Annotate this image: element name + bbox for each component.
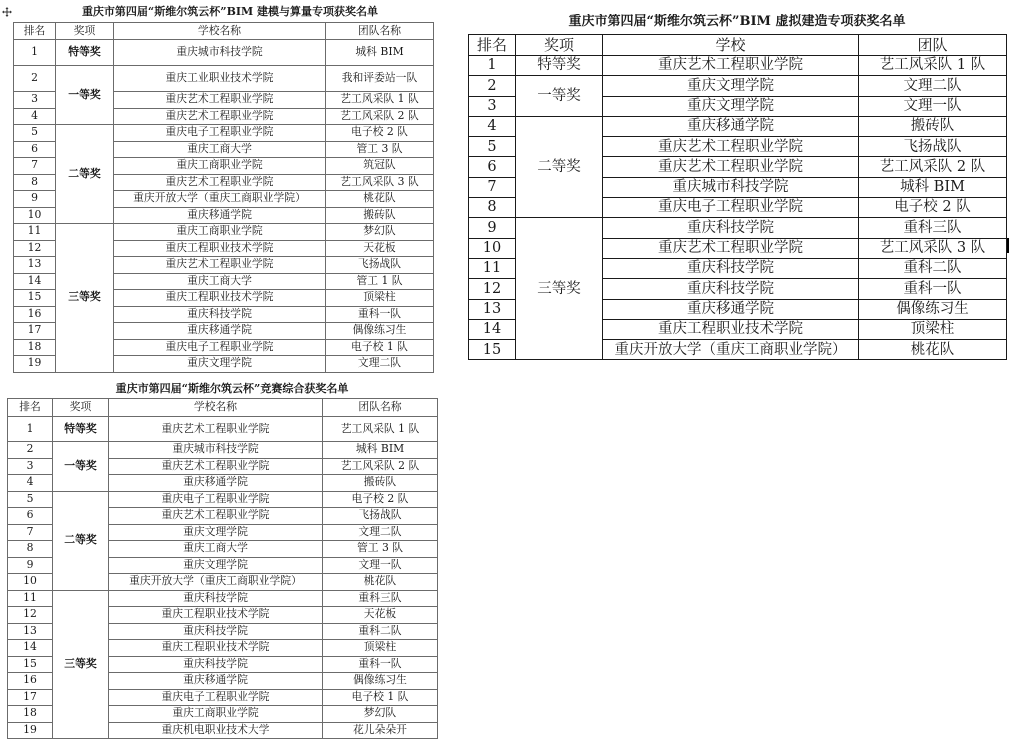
rank-cell: 13 bbox=[469, 299, 516, 319]
text-cursor bbox=[1007, 238, 1009, 253]
table-row bbox=[8, 442, 438, 459]
team-cell: 电子校 2 队 bbox=[859, 198, 1007, 218]
school-cell: 重庆机电职业技术大学 bbox=[109, 722, 323, 739]
team-cell: 城科 BIM bbox=[323, 442, 438, 459]
rank-cell: 19 bbox=[8, 722, 53, 739]
rank-cell: 8 bbox=[469, 198, 516, 218]
school-cell: 重庆移通学院 bbox=[109, 475, 323, 492]
school-cell: 重庆科技学院 bbox=[603, 279, 859, 299]
team-cell: 艺工风采队 2 队 bbox=[326, 108, 434, 125]
award-cell: 特等奖 bbox=[56, 40, 114, 66]
school-cell: 重庆文理学院 bbox=[114, 356, 326, 373]
team-cell: 电子校 1 队 bbox=[326, 339, 434, 356]
rank-cell: 4 bbox=[469, 116, 516, 136]
rank-cell: 7 bbox=[8, 524, 53, 541]
team-cell: 城科 BIM bbox=[859, 177, 1007, 197]
team-cell: 顶梁柱 bbox=[323, 640, 438, 657]
team-cell: 桃花队 bbox=[323, 574, 438, 591]
school-cell: 重庆开放大学（重庆工商职业学院） bbox=[114, 191, 326, 208]
rank-cell: 10 bbox=[469, 238, 516, 258]
table-header bbox=[469, 35, 1007, 56]
rank-cell: 2 bbox=[8, 442, 53, 459]
school-cell: 重庆科技学院 bbox=[109, 590, 323, 607]
rank-cell: 14 bbox=[8, 640, 53, 657]
rank-cell: 14 bbox=[14, 273, 56, 290]
rank-cell: 7 bbox=[469, 177, 516, 197]
header-row bbox=[14, 23, 434, 40]
team-cell: 管工 1 队 bbox=[326, 273, 434, 290]
school-cell: 重庆移通学院 bbox=[603, 116, 859, 136]
school-cell: 重庆文理学院 bbox=[603, 76, 859, 96]
table-row bbox=[14, 125, 434, 142]
team-cell: 艺工风采队 3 队 bbox=[859, 238, 1007, 258]
rank-cell: 14 bbox=[469, 319, 516, 339]
team-cell: 艺工风采队 1 队 bbox=[326, 92, 434, 109]
team-cell: 重科一队 bbox=[859, 279, 1007, 299]
table-row bbox=[469, 76, 1007, 96]
school-cell: 重庆科技学院 bbox=[109, 623, 323, 640]
team-cell: 偶像练习生 bbox=[326, 323, 434, 340]
rank-cell: 6 bbox=[14, 141, 56, 158]
team-cell: 文理一队 bbox=[859, 96, 1007, 116]
rank-cell: 3 bbox=[8, 458, 53, 475]
rank-cell: 5 bbox=[469, 137, 516, 157]
school-cell: 重庆工业职业技术学院 bbox=[114, 66, 326, 92]
team-cell: 管工 3 队 bbox=[326, 141, 434, 158]
team-cell: 重科一队 bbox=[323, 656, 438, 673]
rank-cell: 3 bbox=[469, 96, 516, 116]
rank-cell: 13 bbox=[8, 623, 53, 640]
rank-cell: 18 bbox=[8, 706, 53, 723]
school-cell: 重庆工商大学 bbox=[109, 541, 323, 558]
rank-cell: 5 bbox=[8, 491, 53, 508]
team-cell: 桃花队 bbox=[859, 340, 1007, 360]
team-cell: 文理二队 bbox=[326, 356, 434, 373]
school-cell: 重庆工商职业学院 bbox=[114, 158, 326, 175]
table-row bbox=[469, 56, 1007, 76]
rank-cell: 6 bbox=[469, 157, 516, 177]
team-cell: 顶梁柱 bbox=[326, 290, 434, 307]
team-cell: 艺工风采队 3 队 bbox=[326, 174, 434, 191]
rank-cell: 4 bbox=[8, 475, 53, 492]
team-cell: 重科二队 bbox=[323, 623, 438, 640]
rank-cell: 15 bbox=[14, 290, 56, 307]
header-row bbox=[469, 35, 1007, 56]
school-cell: 重庆移通学院 bbox=[109, 673, 323, 690]
rank-cell: 10 bbox=[8, 574, 53, 591]
header-school: 学校 bbox=[603, 35, 859, 56]
school-cell: 重庆工商职业学院 bbox=[114, 224, 326, 241]
school-cell: 重庆工程职业技术学院 bbox=[114, 290, 326, 307]
rank-cell: 11 bbox=[8, 590, 53, 607]
team-cell: 电子校 2 队 bbox=[323, 491, 438, 508]
header-award: 奖项 bbox=[516, 35, 603, 56]
rank-cell: 12 bbox=[14, 240, 56, 257]
school-cell: 重庆艺术工程职业学院 bbox=[114, 108, 326, 125]
school-cell: 重庆移通学院 bbox=[114, 207, 326, 224]
rank-cell: 15 bbox=[8, 656, 53, 673]
header-team: 团队 bbox=[859, 35, 1007, 56]
award-cell: 三等奖 bbox=[53, 590, 109, 739]
team-cell: 飞扬战队 bbox=[323, 508, 438, 525]
school-cell: 重庆艺术工程职业学院 bbox=[109, 417, 323, 442]
school-cell: 重庆科技学院 bbox=[109, 656, 323, 673]
rank-cell: 15 bbox=[469, 340, 516, 360]
school-cell: 重庆文理学院 bbox=[603, 96, 859, 116]
table-row bbox=[8, 590, 438, 607]
award-cell: 三等奖 bbox=[516, 218, 603, 360]
rank-cell: 11 bbox=[469, 258, 516, 278]
school-cell: 重庆艺术工程职业学院 bbox=[114, 174, 326, 191]
team-cell: 飞扬战队 bbox=[326, 257, 434, 274]
award-cell: 一等奖 bbox=[53, 442, 109, 492]
rank-cell: 4 bbox=[14, 108, 56, 125]
school-cell: 重庆科技学院 bbox=[114, 306, 326, 323]
rank-cell: 3 bbox=[14, 92, 56, 109]
team-cell: 电子校 2 队 bbox=[326, 125, 434, 142]
team-cell: 顶梁柱 bbox=[859, 319, 1007, 339]
team-cell: 我和评委站一队 bbox=[326, 66, 434, 92]
rank-cell: 12 bbox=[8, 607, 53, 624]
school-cell: 重庆艺术工程职业学院 bbox=[114, 92, 326, 109]
rank-cell: 1 bbox=[8, 417, 53, 442]
team-cell: 搬砖队 bbox=[323, 475, 438, 492]
team-cell: 重科三队 bbox=[859, 218, 1007, 238]
award-cell: 一等奖 bbox=[56, 66, 114, 125]
table-row bbox=[469, 218, 1007, 238]
team-cell: 梦幻队 bbox=[326, 224, 434, 241]
header-team: 团队名称 bbox=[326, 23, 434, 40]
bim-modeling-title: 重庆市第四届“斯维尔筑云杯”BIM 建模与算量专项获奖名单 bbox=[81, 5, 379, 18]
team-cell: 梦幻队 bbox=[323, 706, 438, 723]
rank-cell: 1 bbox=[469, 56, 516, 76]
school-cell: 重庆移通学院 bbox=[114, 323, 326, 340]
header-rank: 排名 bbox=[469, 35, 516, 56]
header-rank: 排名 bbox=[14, 23, 56, 40]
rank-cell: 13 bbox=[14, 257, 56, 274]
move-arrows-graphic bbox=[2, 7, 12, 17]
table-row bbox=[8, 417, 438, 442]
school-cell: 重庆城市科技学院 bbox=[109, 442, 323, 459]
award-cell: 特等奖 bbox=[516, 56, 603, 76]
team-cell: 天花板 bbox=[326, 240, 434, 257]
team-cell: 筑冠队 bbox=[326, 158, 434, 175]
rank-cell: 8 bbox=[14, 174, 56, 191]
rank-cell: 9 bbox=[469, 218, 516, 238]
rank-cell: 17 bbox=[8, 689, 53, 706]
table-row bbox=[14, 224, 434, 241]
school-cell: 重庆科技学院 bbox=[603, 218, 859, 238]
school-cell: 重庆开放大学（重庆工商职业学院） bbox=[109, 574, 323, 591]
team-cell: 文理二队 bbox=[323, 524, 438, 541]
team-cell: 重科三队 bbox=[323, 590, 438, 607]
team-cell: 桃花队 bbox=[326, 191, 434, 208]
table-row bbox=[8, 491, 438, 508]
award-cell: 二等奖 bbox=[516, 116, 603, 217]
school-cell: 重庆艺术工程职业学院 bbox=[114, 257, 326, 274]
rank-cell: 9 bbox=[8, 557, 53, 574]
rank-cell: 5 bbox=[14, 125, 56, 142]
school-cell: 重庆工商大学 bbox=[114, 141, 326, 158]
school-cell: 重庆工程职业技术学院 bbox=[114, 240, 326, 257]
team-cell: 城科 BIM bbox=[326, 40, 434, 66]
rank-cell: 9 bbox=[14, 191, 56, 208]
team-cell: 艺工风采队 2 队 bbox=[323, 458, 438, 475]
team-cell: 搬砖队 bbox=[859, 116, 1007, 136]
school-cell: 重庆艺术工程职业学院 bbox=[603, 157, 859, 177]
school-cell: 重庆工商职业学院 bbox=[109, 706, 323, 723]
header-award: 奖项 bbox=[53, 399, 109, 417]
overall-award-title: 重庆市第四届“斯维尔筑云杯”竞赛综合获奖名单 bbox=[115, 382, 349, 395]
team-cell: 管工 3 队 bbox=[323, 541, 438, 558]
school-cell: 重庆电子工程职业学院 bbox=[109, 689, 323, 706]
team-cell: 重科二队 bbox=[859, 258, 1007, 278]
rank-cell: 1 bbox=[14, 40, 56, 66]
table-row bbox=[14, 40, 434, 66]
table-row bbox=[469, 116, 1007, 136]
school-cell: 重庆艺术工程职业学院 bbox=[109, 458, 323, 475]
school-cell: 重庆开放大学（重庆工商职业学院） bbox=[603, 340, 859, 360]
rank-cell: 2 bbox=[14, 66, 56, 92]
rank-cell: 17 bbox=[14, 323, 56, 340]
rank-cell: 8 bbox=[8, 541, 53, 558]
rank-cell: 7 bbox=[14, 158, 56, 175]
school-cell: 重庆城市科技学院 bbox=[114, 40, 326, 66]
header-school: 学校名称 bbox=[114, 23, 326, 40]
team-cell: 艺工风采队 1 队 bbox=[859, 56, 1007, 76]
table-body bbox=[14, 40, 434, 373]
overall-award-table bbox=[7, 398, 438, 739]
bim-modeling-award-table bbox=[13, 22, 434, 373]
school-cell: 重庆艺术工程职业学院 bbox=[603, 238, 859, 258]
school-cell: 重庆艺术工程职业学院 bbox=[603, 137, 859, 157]
school-cell: 重庆艺术工程职业学院 bbox=[603, 56, 859, 76]
header-team: 团队名称 bbox=[323, 399, 438, 417]
school-cell: 重庆电子工程职业学院 bbox=[109, 491, 323, 508]
table-move-handle-icon[interactable] bbox=[2, 2, 12, 12]
school-cell: 重庆文理学院 bbox=[109, 557, 323, 574]
table-body bbox=[8, 417, 438, 739]
table-header bbox=[8, 399, 438, 417]
team-cell: 电子校 1 队 bbox=[323, 689, 438, 706]
team-cell: 重科一队 bbox=[326, 306, 434, 323]
rank-cell: 6 bbox=[8, 508, 53, 525]
bim-virtual-construction-title: 重庆市第四届“斯维尔筑云杯”BIM 虚拟建造专项获奖名单 bbox=[568, 14, 906, 29]
team-cell: 文理二队 bbox=[859, 76, 1007, 96]
school-cell: 重庆艺术工程职业学院 bbox=[109, 508, 323, 525]
team-cell: 搬砖队 bbox=[326, 207, 434, 224]
award-cell: 一等奖 bbox=[516, 76, 603, 117]
team-cell: 偶像练习生 bbox=[323, 673, 438, 690]
school-cell: 重庆科技学院 bbox=[603, 258, 859, 278]
award-cell: 三等奖 bbox=[56, 224, 114, 373]
table-body bbox=[469, 56, 1007, 360]
rank-cell: 10 bbox=[14, 207, 56, 224]
school-cell: 重庆城市科技学院 bbox=[603, 177, 859, 197]
school-cell: 重庆工商大学 bbox=[114, 273, 326, 290]
school-cell: 重庆工程职业技术学院 bbox=[109, 607, 323, 624]
team-cell: 天花板 bbox=[323, 607, 438, 624]
team-cell: 艺工风采队 2 队 bbox=[859, 157, 1007, 177]
rank-cell: 2 bbox=[469, 76, 516, 96]
rank-cell: 19 bbox=[14, 356, 56, 373]
team-cell: 艺工风采队 1 队 bbox=[323, 417, 438, 442]
team-cell: 花儿朵朵开 bbox=[323, 722, 438, 739]
header-rank: 排名 bbox=[8, 399, 53, 417]
table-header bbox=[14, 23, 434, 40]
school-cell: 重庆电子工程职业学院 bbox=[114, 125, 326, 142]
team-cell: 文理一队 bbox=[323, 557, 438, 574]
school-cell: 重庆电子工程职业学院 bbox=[603, 198, 859, 218]
bim-virtual-construction-award-table bbox=[468, 34, 1007, 360]
rank-cell: 16 bbox=[14, 306, 56, 323]
award-cell: 二等奖 bbox=[53, 491, 109, 590]
school-cell: 重庆移通学院 bbox=[603, 299, 859, 319]
header-row bbox=[8, 399, 438, 417]
school-cell: 重庆电子工程职业学院 bbox=[114, 339, 326, 356]
award-cell: 特等奖 bbox=[53, 417, 109, 442]
table-row bbox=[14, 66, 434, 92]
team-cell: 偶像练习生 bbox=[859, 299, 1007, 319]
header-school: 学校名称 bbox=[109, 399, 323, 417]
rank-cell: 11 bbox=[14, 224, 56, 241]
team-cell: 飞扬战队 bbox=[859, 137, 1007, 157]
header-award: 奖项 bbox=[56, 23, 114, 40]
school-cell: 重庆文理学院 bbox=[109, 524, 323, 541]
award-cell: 二等奖 bbox=[56, 125, 114, 224]
school-cell: 重庆工程职业技术学院 bbox=[109, 640, 323, 657]
rank-cell: 18 bbox=[14, 339, 56, 356]
rank-cell: 16 bbox=[8, 673, 53, 690]
rank-cell: 12 bbox=[469, 279, 516, 299]
school-cell: 重庆工程职业技术学院 bbox=[603, 319, 859, 339]
